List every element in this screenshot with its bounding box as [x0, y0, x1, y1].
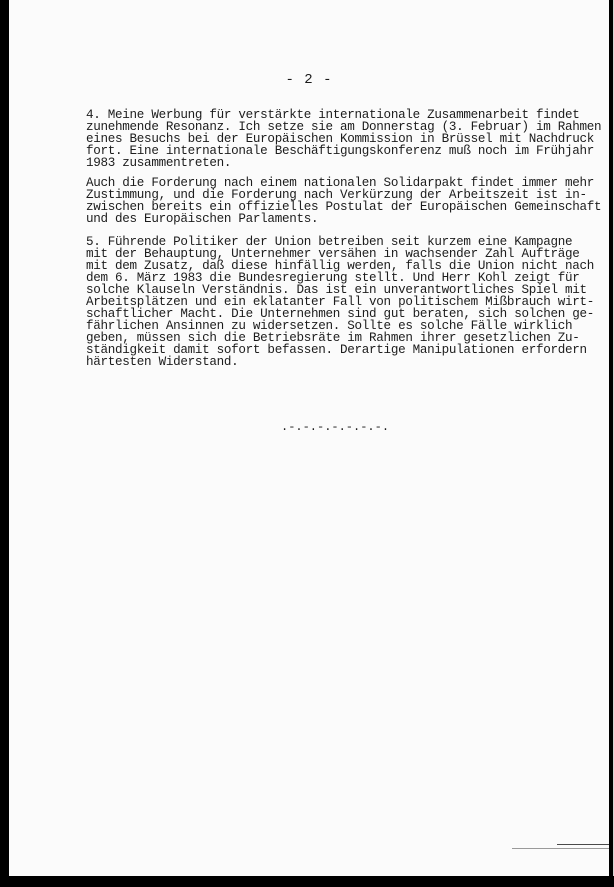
end-of-text-marker: .-.-.-.-.-.-.-.	[281, 420, 390, 434]
text-line: 5. Führende Politiker der Union betreiben seit kurzem eine Kampagne	[86, 235, 573, 249]
paragraph-5-union-campaign	[86, 235, 595, 369]
text-line: solche Klauseln Verständnis. Das ist ein unverantwortliches Spiel mit	[86, 283, 587, 297]
scan-edge-line	[557, 844, 609, 845]
text-line: 1983 zusammentreten.	[86, 156, 232, 170]
text-line: geben, müssen sich die Betriebsräte im Rahmen ihrer gesetzlichen Zu-	[86, 331, 580, 345]
text-line: schaftlicher Macht. Die Unternehmen sind gut beraten, sich solchen ge-	[86, 307, 595, 321]
text-line: mit der Behauptung, Unternehmer versähen in wachsender Zahl Aufträge	[86, 247, 580, 261]
text-line: ständigkeit damit sofort befassen. Derartige Manipulationen erfordern	[86, 343, 587, 357]
paragraph-solidarity-pact	[86, 176, 602, 226]
text-line: dem 6. März 1983 die Bundesregierung stellt. Und Herr Kohl zeigt für	[86, 271, 580, 285]
text-line: zwischen bereits ein offizielles Postulat der Europäischen Gemeinschaft	[86, 200, 602, 214]
page-number: - 2 -	[285, 72, 333, 88]
text-line: Zustimmung, und die Forderung nach Verkürzung der Arbeitszeit ist in-	[86, 188, 587, 202]
paragraph-4-international-cooperation	[86, 108, 602, 170]
text-line: 4. Meine Werbung für verstärkte internationale Zusammenarbeit findet	[86, 108, 580, 122]
text-line: mit dem Zusatz, daß diese hinfällig werden, falls die Union nicht nach	[86, 259, 595, 273]
text-line: und des Europäischen Parlaments.	[86, 212, 319, 226]
scan-edge-line-lower	[512, 848, 609, 849]
text-line: härtesten Widerstand.	[86, 355, 239, 369]
text-line: fort. Eine internationale Beschäftigungskonferenz muß noch im Frühjahr	[86, 144, 595, 158]
text-line: eines Besuchs bei der Europäischen Kommission in Brüssel mit Nachdruck	[86, 132, 595, 146]
text-line: Arbeitsplätzen und ein eklatanter Fall von politischem Mißbrauch wirt-	[86, 295, 595, 309]
document-page	[9, 0, 609, 876]
text-line: fährlichen Ansinnen zu widersetzen. Sollte es solche Fälle wirklich	[86, 319, 573, 333]
text-line: Auch die Forderung nach einem nationalen Solidarpakt findet immer mehr	[86, 176, 595, 190]
text-line: zunehmende Resonanz. Ich setze sie am Donnerstag (3. Februar) im Rahmen	[86, 120, 602, 134]
